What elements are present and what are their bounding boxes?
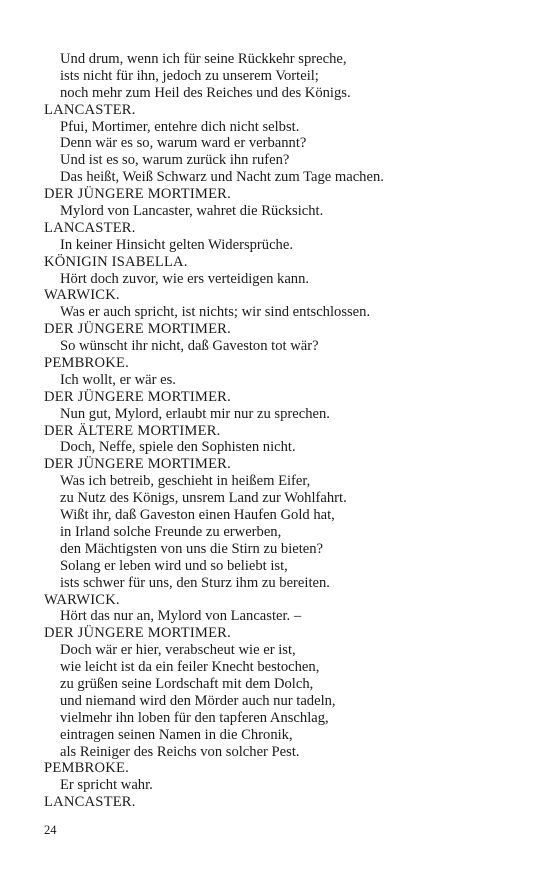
verse-line: Und ist es so, warum zurück ihn rufen? <box>60 152 290 169</box>
verse-line: Er spricht wahr. <box>60 777 153 794</box>
speaker-name: DER JÜNGERE MORTIMER. <box>44 625 231 642</box>
verse-line: Das heißt, Weiß Schwarz und Nacht zum Tage machen. <box>60 169 384 186</box>
speaker-name: LANCASTER. <box>44 219 136 236</box>
verse-line: zu Nutz des Königs, unsrem Land zur Wohlfahrt. <box>60 490 347 507</box>
verse-line: Hört das nur an, Mylord von Lancaster. – <box>60 608 302 625</box>
verse-line: noch mehr zum Heil des Reiches und des Königs. <box>60 84 351 101</box>
speaker-name: LANCASTER. <box>44 101 136 118</box>
verse-line: Wißt ihr, daß Gaveston einen Haufen Gold hat, <box>60 507 335 524</box>
speaker-name: KÖNIGIN ISABELLA. <box>44 253 188 270</box>
verse-line: Doch wär er hier, verabscheut wie er ist, <box>60 642 296 659</box>
speaker-name: DER JÜNGERE MORTIMER. <box>44 321 231 338</box>
speaker-name: WARWICK. <box>44 591 120 608</box>
verse-line: als Reiniger des Reichs von solcher Pest. <box>60 743 300 760</box>
verse-line: den Mächtigsten von uns die Stirn zu bieten? <box>60 540 324 557</box>
verse-line: In keiner Hinsicht gelten Widersprüche. <box>60 236 293 253</box>
verse-line: Hört doch zuvor, wie ers verteidigen kann. <box>60 270 310 287</box>
verse-line: und niemand wird den Mörder auch nur tadeln, <box>60 692 336 709</box>
verse-line: Was er auch spricht, ist nichts; wir sind entschlossen. <box>60 304 371 321</box>
verse-line: Ich wollt, er wär es. <box>60 371 176 388</box>
verse-line: Und drum, wenn ich für seine Rückkehr spreche, <box>60 51 347 67</box>
verse-line: Was ich betreib, geschieht in heißem Eifer, <box>60 473 311 490</box>
verse-line: ists nicht für ihn, jedoch zu unserem Vorteil; <box>60 67 319 84</box>
verse-line: Nun gut, Mylord, erlaubt mir nur zu sprechen. <box>60 405 330 422</box>
verse-line: Denn wär es so, warum ward er verbannt? <box>60 135 307 152</box>
verse-line: zu grüßen seine Lordschaft mit dem Dolch, <box>60 675 314 692</box>
speaker-name: WARWICK. <box>44 287 120 304</box>
verse-line: Pfui, Mortimer, entehre dich nicht selbst. <box>60 118 300 135</box>
speaker-name: LANCASTER. <box>44 794 136 811</box>
verse-line: Solang er leben wird und so beliebt ist, <box>60 557 288 574</box>
verse-line: Doch, Neffe, spiele den Sophisten nicht. <box>60 439 296 456</box>
play-text <box>44 51 514 811</box>
verse-line: wie leicht ist da ein feiler Knecht bestochen, <box>60 659 320 676</box>
page-number: 24 <box>44 823 57 837</box>
speaker-name: DER JÜNGERE MORTIMER. <box>44 456 231 473</box>
speaker-name: PEMBROKE. <box>44 355 129 372</box>
verse-line: in Irland solche Freunde zu erwerben, <box>60 523 282 540</box>
verse-line: Mylord von Lancaster, wahret die Rücksicht. <box>60 203 324 220</box>
verse-line: ists schwer für uns, den Sturz ihm zu bereiten. <box>60 574 330 591</box>
speaker-name: PEMBROKE. <box>44 760 129 777</box>
verse-line: So wünscht ihr nicht, daß Gaveston tot wär? <box>60 338 319 355</box>
verse-line: eintragen seinen Namen in die Chronik, <box>60 726 293 743</box>
speaker-name: DER ÄLTERE MORTIMER. <box>44 422 221 439</box>
verse-line: vielmehr ihn loben für den tapferen Anschlag, <box>60 709 329 726</box>
speaker-name: DER JÜNGERE MORTIMER. <box>44 388 231 405</box>
speaker-name: DER JÜNGERE MORTIMER. <box>44 186 231 203</box>
